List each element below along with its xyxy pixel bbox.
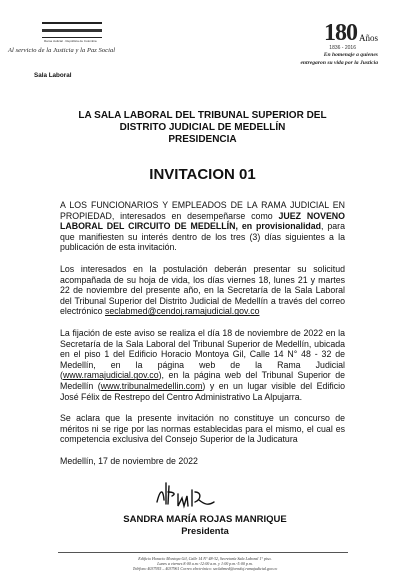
anniversary-slogan-1: En homenaje a quienes	[323, 52, 378, 58]
footer-line-2: Lunes a viernes 8:00 a.m.-12:00 a.m. y 1:00 p.m.-5:00 p.m.	[157, 561, 253, 566]
signer-role: Presidenta	[181, 526, 229, 536]
document-body	[60, 110, 345, 466]
p3-text-b: ), en la página web del Tribunal Superior de Medellín (	[60, 370, 345, 391]
anniversary-years-label: Años	[358, 33, 378, 43]
invitation-heading: INVITACION 01	[149, 166, 256, 183]
letterhead	[0, 0, 400, 80]
footer-divider	[58, 552, 348, 553]
ramajudicial-link[interactable]: www.ramajudicial.gov.co	[62, 370, 159, 381]
anniversary-number: 180	[323, 20, 357, 46]
tribunalmedellin-link[interactable]: www.tribunalmedellin.com	[100, 380, 203, 391]
rama-judicial-emblem-icon	[42, 22, 102, 38]
document-title-line-1: LA SALA LABORAL DEL TRIBUNAL SUPERIOR DEL	[78, 110, 327, 121]
logo-caption: Rama Judicial · República de Colombia	[44, 39, 97, 43]
anniversary-logo	[278, 22, 378, 67]
footer-address	[70, 556, 340, 571]
paragraph-1	[60, 200, 345, 253]
p1-position-bold: JUEZ NOVENO LABORAL DEL CIRCUITO DE MEDELLÍN, en provisionalidad	[60, 210, 346, 232]
department-label: Sala Laboral	[34, 72, 72, 79]
paragraph-4: Se aclara que la presente invitación no constituye un concurso de méritos ni se rige por las normas establecidas para el mismo, el cual es competencia exclusiva del Consejo Superior de la Judicatura	[60, 413, 345, 445]
p1-text-a: A LOS FUNCIONARIOS Y EMPLEADOS DE LA RAMA JUDICIAL EN PROPIEDAD, interesados en desempeñarse como	[60, 200, 345, 221]
footer-line-1: Edificio Horacio Montoya Gil, Calle 14 N° 48-32, Secretaría Sala Laboral 1° piso.	[138, 556, 272, 561]
signer-name: SANDRA MARÍA ROJAS MANRIQUE	[123, 514, 287, 525]
document-title-line-2: DISTRITO JUDICIAL DE MEDELLÍN	[119, 122, 286, 133]
document-title-line-3: PRESIDENCIA	[168, 134, 237, 145]
email-link[interactable]: seclabmed@cendoj.ramajudicial.gov.co	[105, 306, 260, 317]
anniversary-slogan-2: entregaron su vida por la Justicia	[300, 60, 378, 66]
document-date: Medellín, 17 de noviembre de 2022	[60, 455, 198, 466]
p1-text-c: , para que manifiesten su interés dentro de los tres (3) días siguientes a la publicación de esta invitación.	[60, 221, 345, 253]
rama-judicial-logo	[8, 22, 158, 54]
paragraph-3	[60, 328, 345, 402]
paragraph-2	[60, 264, 345, 317]
p3-text-a: La fijación de este aviso se realiza el día 18 de noviembre de 2022 en la Secretaría de la Sala Laboral del Tribunal Superior de Medellín, ubicada en el piso 1 del Edificio Horacio Montoya Gil, Calle 14 N° 48 - 32 de Medellín, en la página web de la Rama Judicial (	[60, 327, 345, 381]
anniversary-range: 1836 - 2016	[329, 45, 356, 51]
p2-text: Los interesados en la postulación deberán presentar su solicitud acompañada de su hoja de vida, los días viernes 18, lunes 21 y martes 22 de noviembre del presente año, en la Secretaría de la Sala Laboral del Tribunal Superior del Distrito Judicial de Medellín a través del correo electrónico	[60, 263, 345, 317]
handwritten-signature	[154, 480, 224, 510]
p3-text-c: ) y en un lugar visible del Edificio José Félix de Restrepo del Centro Administrativo La Alpujarra.	[60, 380, 346, 402]
logo-motto: Al servicio de la Justicia y la Paz Social	[8, 47, 116, 54]
footer-line-3: Teléfono 4037955 – 4037961 Correo electrónico: seclabmed@cendoj.ramajudicial.gov.co	[132, 566, 278, 571]
signature-block	[100, 514, 310, 536]
